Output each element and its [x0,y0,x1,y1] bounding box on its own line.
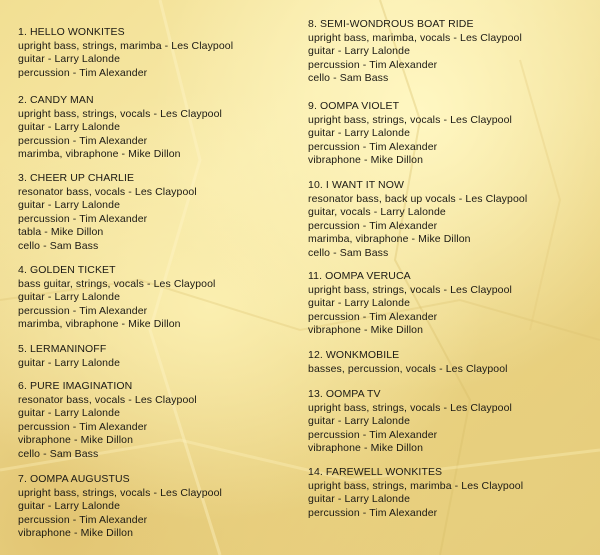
credit-line: upright bass, strings, marimba - Les Claypool [18,39,234,52]
credit-line: upright bass, strings, vocals - Les Claypool [308,283,512,296]
track-title: 5. LERMANINOFF [18,343,107,355]
credit-line: percussion - Tim Alexander [18,513,148,526]
credit-line: guitar - Larry Lalonde [18,356,121,369]
track-title: 12. WONKMOBILE [308,349,400,361]
track-item-14 [308,466,523,520]
credit-line: percussion - Tim Alexander [308,506,438,519]
track-item-13 [308,388,512,456]
credit-line: percussion - Tim Alexander [18,134,148,147]
track-title: 3. CHEER UP CHARLIE [18,172,135,184]
credit-line: percussion - Tim Alexander [308,428,438,441]
track-item-8 [308,18,522,86]
track-item-6 [18,380,197,461]
credit-line: guitar - Larry Lalonde [18,407,121,419]
credit-line: upright bass, strings, vocals - Les Claypool [308,113,512,126]
credit-line: guitar - Larry Lalonde [18,291,121,303]
credit-line: vibraphone - Mike Dillon [308,324,424,336]
credit-line: guitar - Larry Lalonde [18,199,121,211]
credit-line: vibraphone - Mike Dillon [308,442,424,454]
track-item-4 [18,264,215,332]
credit-line: marimba, vibraphone - Mike Dillon [18,148,181,160]
credit-line: upright bass, marimba, vocals - Les Claypool [308,31,522,44]
track-item-2 [18,94,222,162]
credit-line: guitar - Larry Lalonde [308,493,411,505]
track-title: 2. CANDY MAN [18,94,94,106]
credit-line: resonator bass, vocals - Les Claypool [18,393,197,406]
credit-line: guitar - Larry Lalonde [308,415,411,427]
track-item-10 [308,179,527,260]
credit-line: tabla - Mike Dillon [18,226,104,238]
credit-line: basses, percussion, vocals - Les Claypool [308,362,508,375]
track-item-12 [308,349,508,376]
credit-line: percussion - Tim Alexander [308,219,438,232]
credit-line: upright bass, strings, vocals - Les Claypool [18,107,222,120]
credit-line: guitar - Larry Lalonde [18,53,121,65]
track-title: 13. OOMPA TV [308,388,381,400]
credit-line: guitar, vocals - Larry Lalonde [308,206,446,218]
credit-line: marimba, vibraphone - Mike Dillon [308,233,471,245]
credit-line: guitar - Larry Lalonde [18,500,121,512]
track-item-7 [18,473,222,541]
track-title: 10. I WANT IT NOW [308,179,405,191]
credit-line: resonator bass, back up vocals - Les Claypool [308,192,528,205]
credit-line: guitar - Larry Lalonde [308,297,411,309]
track-title: 1. HELLO WONKITES [18,26,125,38]
credit-line: percussion - Tim Alexander [308,58,438,71]
credit-line: guitar - Larry Lalonde [308,127,411,139]
track-item-3 [18,172,197,253]
track-item-9 [308,100,512,168]
credit-line: marimba, vibraphone - Mike Dillon [18,318,181,330]
credit-line: vibraphone - Mike Dillon [18,434,134,446]
credit-line: upright bass, strings, vocals - Les Claypool [18,486,222,499]
credit-line: percussion - Tim Alexander [308,140,438,153]
credit-line: upright bass, strings, marimba - Les Claypool [308,479,524,492]
track-title: 7. OOMPA AUGUSTUS [18,473,130,485]
credit-line: vibraphone - Mike Dillon [18,527,134,539]
track-item-5 [18,343,120,370]
credit-line: cello - Sam Bass [308,246,389,259]
credit-line: guitar - Larry Lalonde [18,121,121,133]
credit-line: percussion - Tim Alexander [18,304,148,317]
credit-line: cello - Sam Bass [18,447,99,460]
credit-line: vibraphone - Mike Dillon [308,154,424,166]
track-title: 9. OOMPA VIOLET [308,100,400,112]
track-title: 8. SEMI-WONDROUS BOAT RIDE [308,18,474,30]
credit-line: percussion - Tim Alexander [18,420,148,433]
credit-line: guitar - Larry Lalonde [308,45,411,57]
credit-line: percussion - Tim Alexander [308,310,438,323]
credit-line: resonator bass, vocals - Les Claypool [18,185,197,198]
credit-line: upright bass, strings, vocals - Les Claypool [308,401,512,414]
track-title: 11. OOMPA VERUCA [308,270,411,282]
track-title: 6. PURE IMAGINATION [18,380,133,392]
track-item-1 [18,26,233,80]
credit-line: percussion - Tim Alexander [18,66,148,79]
credit-line: cello - Sam Bass [18,239,99,252]
credit-line: percussion - Tim Alexander [18,212,148,225]
track-item-11 [308,270,512,338]
track-title: 4. GOLDEN TICKET [18,264,116,276]
track-title: 14. FAREWELL WONKITES [308,466,443,478]
credit-line: bass guitar, strings, vocals - Les Claypool [18,277,216,290]
credit-line: cello - Sam Bass [308,72,389,84]
